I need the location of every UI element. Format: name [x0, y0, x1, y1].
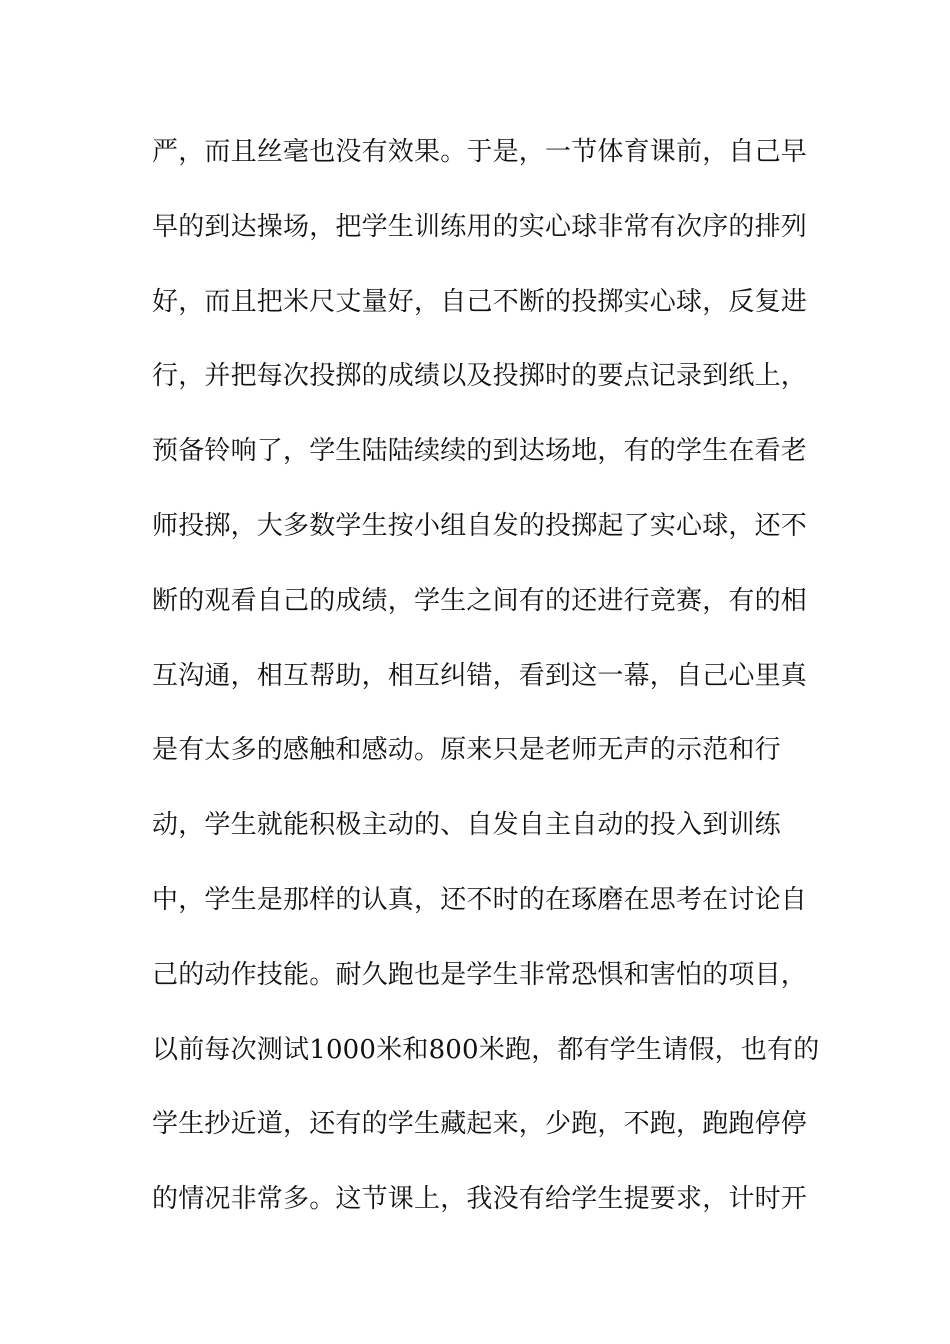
text-line: 己的动作技能。耐久跑也是学生非常恐惧和害怕的项目，	[152, 959, 808, 990]
text-line: 好，而且把米尺丈量好，自己不断的投掷实心球，反复进	[152, 286, 808, 317]
text-line: 严，而且丝毫也没有效果。于是，一节体育课前，自己早	[152, 137, 808, 167]
text-line: 的情况非常多。这节课上，我没有给学生提要求，计时开	[152, 1184, 808, 1215]
text-line: 行，并把每次投掷的成绩以及投掷时的要点记录到纸上，	[152, 361, 808, 392]
text-line: 师投掷，大多数学生按小组自发的投掷起了实心球，还不	[152, 510, 808, 541]
text-line: 早的到达操场，把学生训练用的实心球非常有次序的排列	[152, 211, 808, 242]
text-line: 断的观看自己的成绩，学生之间有的还进行竞赛，有的相	[152, 585, 808, 616]
text-line: 学生抄近道，还有的学生藏起来，少跑，不跑，跑跑停停	[152, 1109, 808, 1140]
body-text	[152, 130, 820, 1252]
text-line: 中，学生是那样的认真，还不时的在琢磨在思考在讨论自	[152, 884, 808, 915]
text-line: 以前每次测试1000米和800米跑，都有学生请假，也有的	[152, 1034, 820, 1065]
text-line: 预备铃响了，学生陆陆续续的到达场地，有的学生在看老	[152, 436, 808, 467]
text-line: 是有太多的感触和感动。原来只是老师无声的示范和行	[152, 735, 781, 766]
text-line: 动，学生就能积极主动的、自发自主自动的投入到训练	[152, 810, 781, 841]
text-line: 互沟通，相互帮助，相互纠错，看到这一幕，自己心里真	[152, 660, 808, 691]
